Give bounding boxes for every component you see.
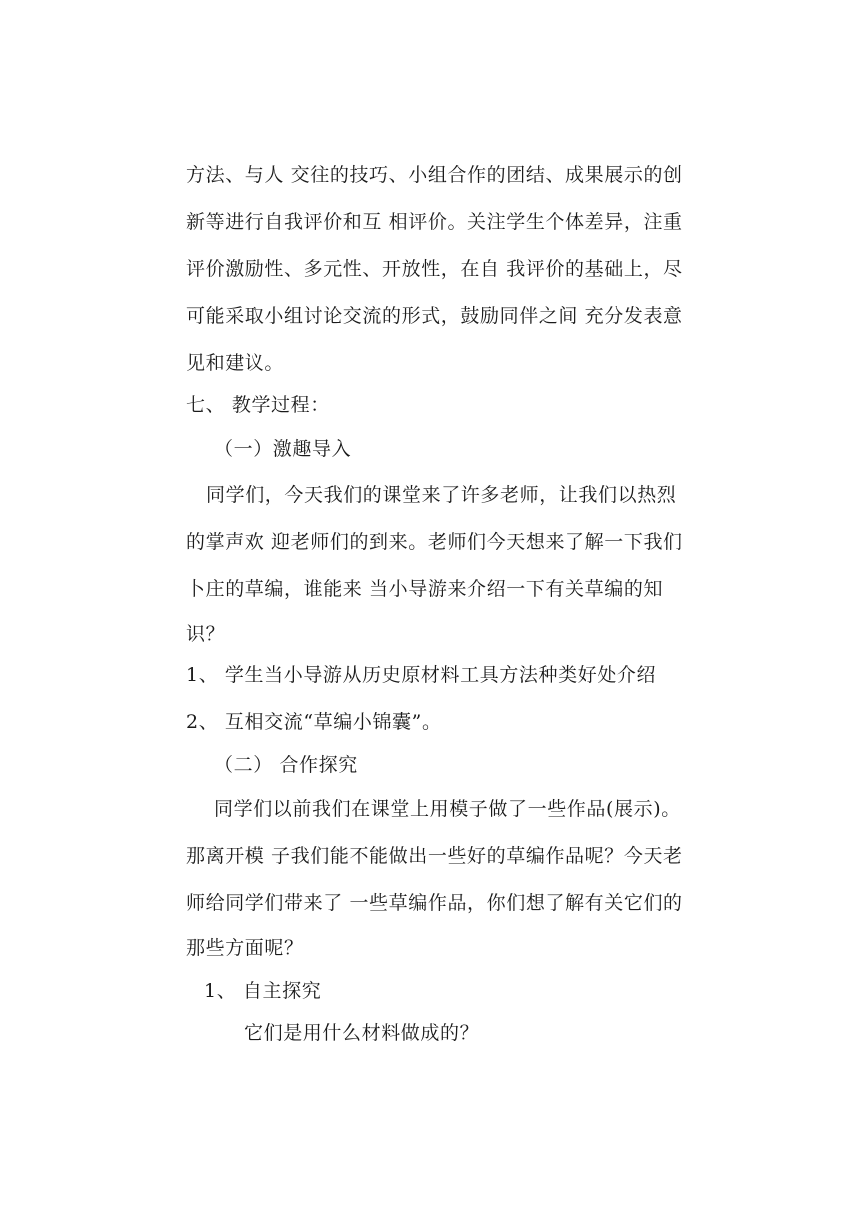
paragraph-line: 卜庄的草编，谁能来 当小导游来介绍一下有关草编的知 bbox=[186, 578, 664, 600]
paragraph-line: 可能采取小组讨论交流的形式，鼓励同伴之间 充分发表意 bbox=[186, 305, 683, 327]
list-item: 2、 互相交流“草编小锦囊”。 bbox=[186, 711, 442, 733]
paragraph-line: 方法、与人 交往的技巧、小组合作的团结、成果展示的创 bbox=[186, 164, 683, 186]
paragraph-line: 师给同学们带来了 一些草编作品，你们想了解有关它们的 bbox=[186, 892, 683, 914]
paragraph-line: 识？ bbox=[186, 623, 226, 645]
paragraph-line: 新等进行自我评价和互 相评价。关注学生个体差异，注重 bbox=[186, 211, 683, 233]
paragraph-line: 那离开模 子我们能不能做出一些好的草编作品呢？今天老 bbox=[186, 845, 683, 867]
subsection-heading: （一）激趣导入 bbox=[214, 438, 352, 460]
paragraph-line: 见和建议。 bbox=[186, 352, 285, 374]
paragraph-line: 同学们，今天我们的课堂来了许多老师，让我们以热烈 bbox=[206, 484, 677, 506]
section-heading: 七、 教学过程： bbox=[186, 394, 330, 416]
paragraph-line: 它们是用什么材料做成的？ bbox=[244, 1022, 480, 1044]
list-item: 1、 自主探究 bbox=[204, 980, 322, 1002]
list-item: 1、 学生当小导游从历史原材料工具方法种类好处介绍 bbox=[186, 664, 657, 686]
paragraph-line: 那些方面呢？ bbox=[186, 937, 304, 959]
paragraph-line: 的掌声欢 迎老师们的到来。老师们今天想来了解一下我们 bbox=[186, 531, 683, 553]
paragraph-line: 同学们以前我们在课堂上用模子做了一些作品(展示)。 bbox=[214, 798, 681, 820]
paragraph-line: 评价激励性、多元性、开放性，在自 我评价的基础上，尽 bbox=[186, 258, 683, 280]
subsection-heading: （二） 合作探究 bbox=[214, 754, 358, 776]
